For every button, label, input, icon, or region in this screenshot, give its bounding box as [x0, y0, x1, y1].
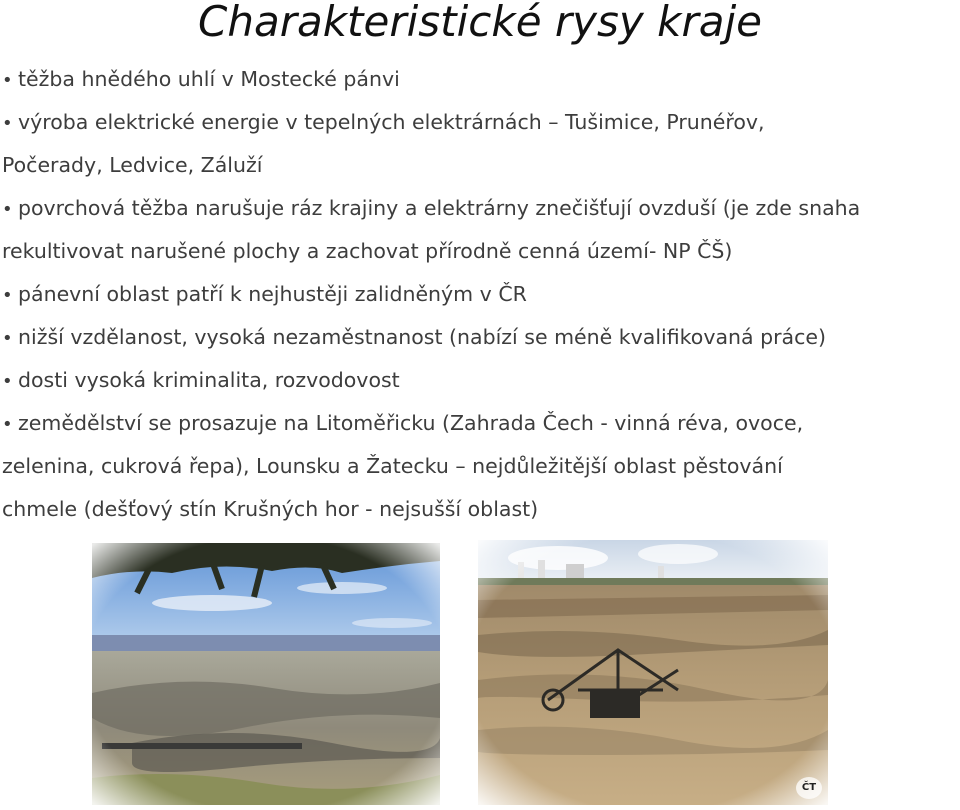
bullet-marker: •	[2, 328, 13, 349]
list-item-continuation	[2, 230, 960, 273]
list-item	[2, 58, 960, 101]
list-item	[2, 316, 960, 359]
bullet-marker: •	[2, 285, 13, 306]
list-item-continuation	[2, 488, 960, 531]
bullet-marker: •	[2, 70, 13, 91]
list-item-text: zelenina, cukrová řepa), Lounsku a Žatecku – nejdůležitější oblast pěstování	[2, 454, 783, 478]
list-item-continuation	[2, 144, 960, 187]
list-item	[2, 359, 960, 402]
bullet-marker: •	[2, 199, 13, 220]
list-item-text: dosti vysoká kriminalita, rozvodovost	[18, 368, 400, 392]
list-item	[2, 402, 960, 445]
list-item-text: těžba hnědého uhlí v Mostecké pánvi	[18, 67, 400, 91]
list-item-text: rekultivovat narušené plochy a zachovat přírodně cenná území- NP ČŠ)	[2, 239, 733, 263]
list-item	[2, 187, 960, 230]
bullet-list	[2, 58, 960, 531]
bullet-marker: •	[2, 414, 13, 435]
ct-watermark: ČT	[796, 777, 822, 799]
list-item	[2, 273, 960, 316]
list-item-text: zemědělství se prosazuje na Litoměřicku (Zahrada Čech - vinná réva, ovoce,	[18, 411, 804, 435]
coal-mine-image	[478, 540, 828, 805]
list-item-text: chmele (dešťový stín Krušných hor - nejsušší oblast)	[2, 497, 539, 521]
bullet-marker: •	[2, 371, 13, 392]
bullet-marker: •	[2, 113, 13, 134]
coal-mine-photo	[478, 540, 828, 805]
mine-landscape-image	[92, 543, 440, 805]
mine-landscape-photo	[92, 543, 440, 805]
slide-title: Charakteristické rysy kraje	[198, 0, 762, 46]
list-item-text: pánevní oblast patří k nejhustěji zalidněným v ČR	[18, 282, 527, 306]
photo-row	[0, 540, 960, 810]
list-item-text: Počerady, Ledvice, Záluží	[2, 153, 263, 177]
list-item-text: nižší vzdělanost, vysoká nezaměstnanost (nabízí se méně kvalifikovaná práce)	[18, 325, 826, 349]
list-item-text: povrchová těžba narušuje ráz krajiny a elektrárny znečišťují ovzduší (je zde snaha	[18, 196, 861, 220]
list-item	[2, 101, 960, 144]
list-item-continuation	[2, 445, 960, 488]
list-item-text: výroba elektrické energie v tepelných elektrárnách – Tušimice, Prunéřov,	[18, 110, 765, 134]
